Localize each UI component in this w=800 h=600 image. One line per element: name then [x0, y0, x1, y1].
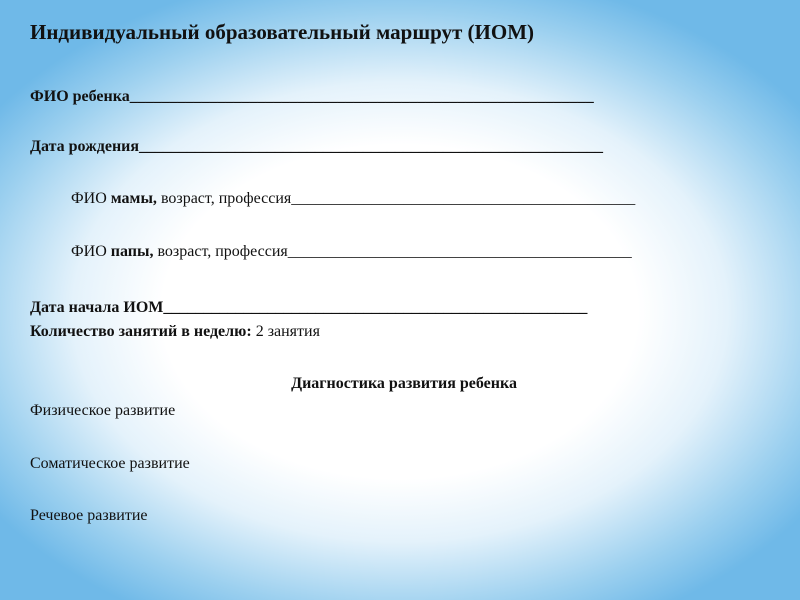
birth-date-blank: __________________________________________________________ — [139, 138, 604, 155]
start-date-label: Дата начала ИОМ — [30, 299, 164, 316]
speech-development-label: Речевое развитие — [30, 507, 148, 524]
mother-bold: мамы, — [110, 190, 157, 207]
birth-date-label: Дата рождения — [30, 138, 140, 155]
diagnostics-heading: Диагностика развития ребенка — [291, 375, 517, 392]
child-name-label: ФИО ребенка — [30, 88, 130, 105]
father-row — [71, 242, 632, 262]
father-prefix: ФИО — [71, 243, 111, 260]
document-title: Индивидуальный образовательный маршрут (ИОМ) — [30, 20, 535, 44]
mother-blank: ___________________________________________ — [291, 190, 636, 207]
physical-development-label: Физическое развитие — [30, 402, 176, 419]
start-date-row — [30, 298, 587, 318]
mother-row — [71, 189, 635, 209]
father-bold: папы, — [110, 243, 154, 260]
mother-prefix: ФИО — [71, 190, 111, 207]
child-name-row — [30, 87, 594, 107]
child-name-blank: __________________________________________________________ — [129, 88, 594, 105]
somatic-development-label: Соматическое развитие — [30, 455, 190, 472]
start-date-blank: _____________________________________________________ — [163, 299, 588, 316]
father-blank: ___________________________________________ — [287, 243, 632, 260]
sessions-label: Количество занятий в неделю: — [30, 323, 252, 340]
mother-suffix: возраст, профессия — [156, 190, 292, 207]
father-suffix: возраст, профессия — [153, 243, 288, 260]
sessions-value: 2 занятия — [251, 323, 320, 340]
sessions-row — [30, 322, 320, 342]
birth-date-row — [30, 137, 603, 157]
